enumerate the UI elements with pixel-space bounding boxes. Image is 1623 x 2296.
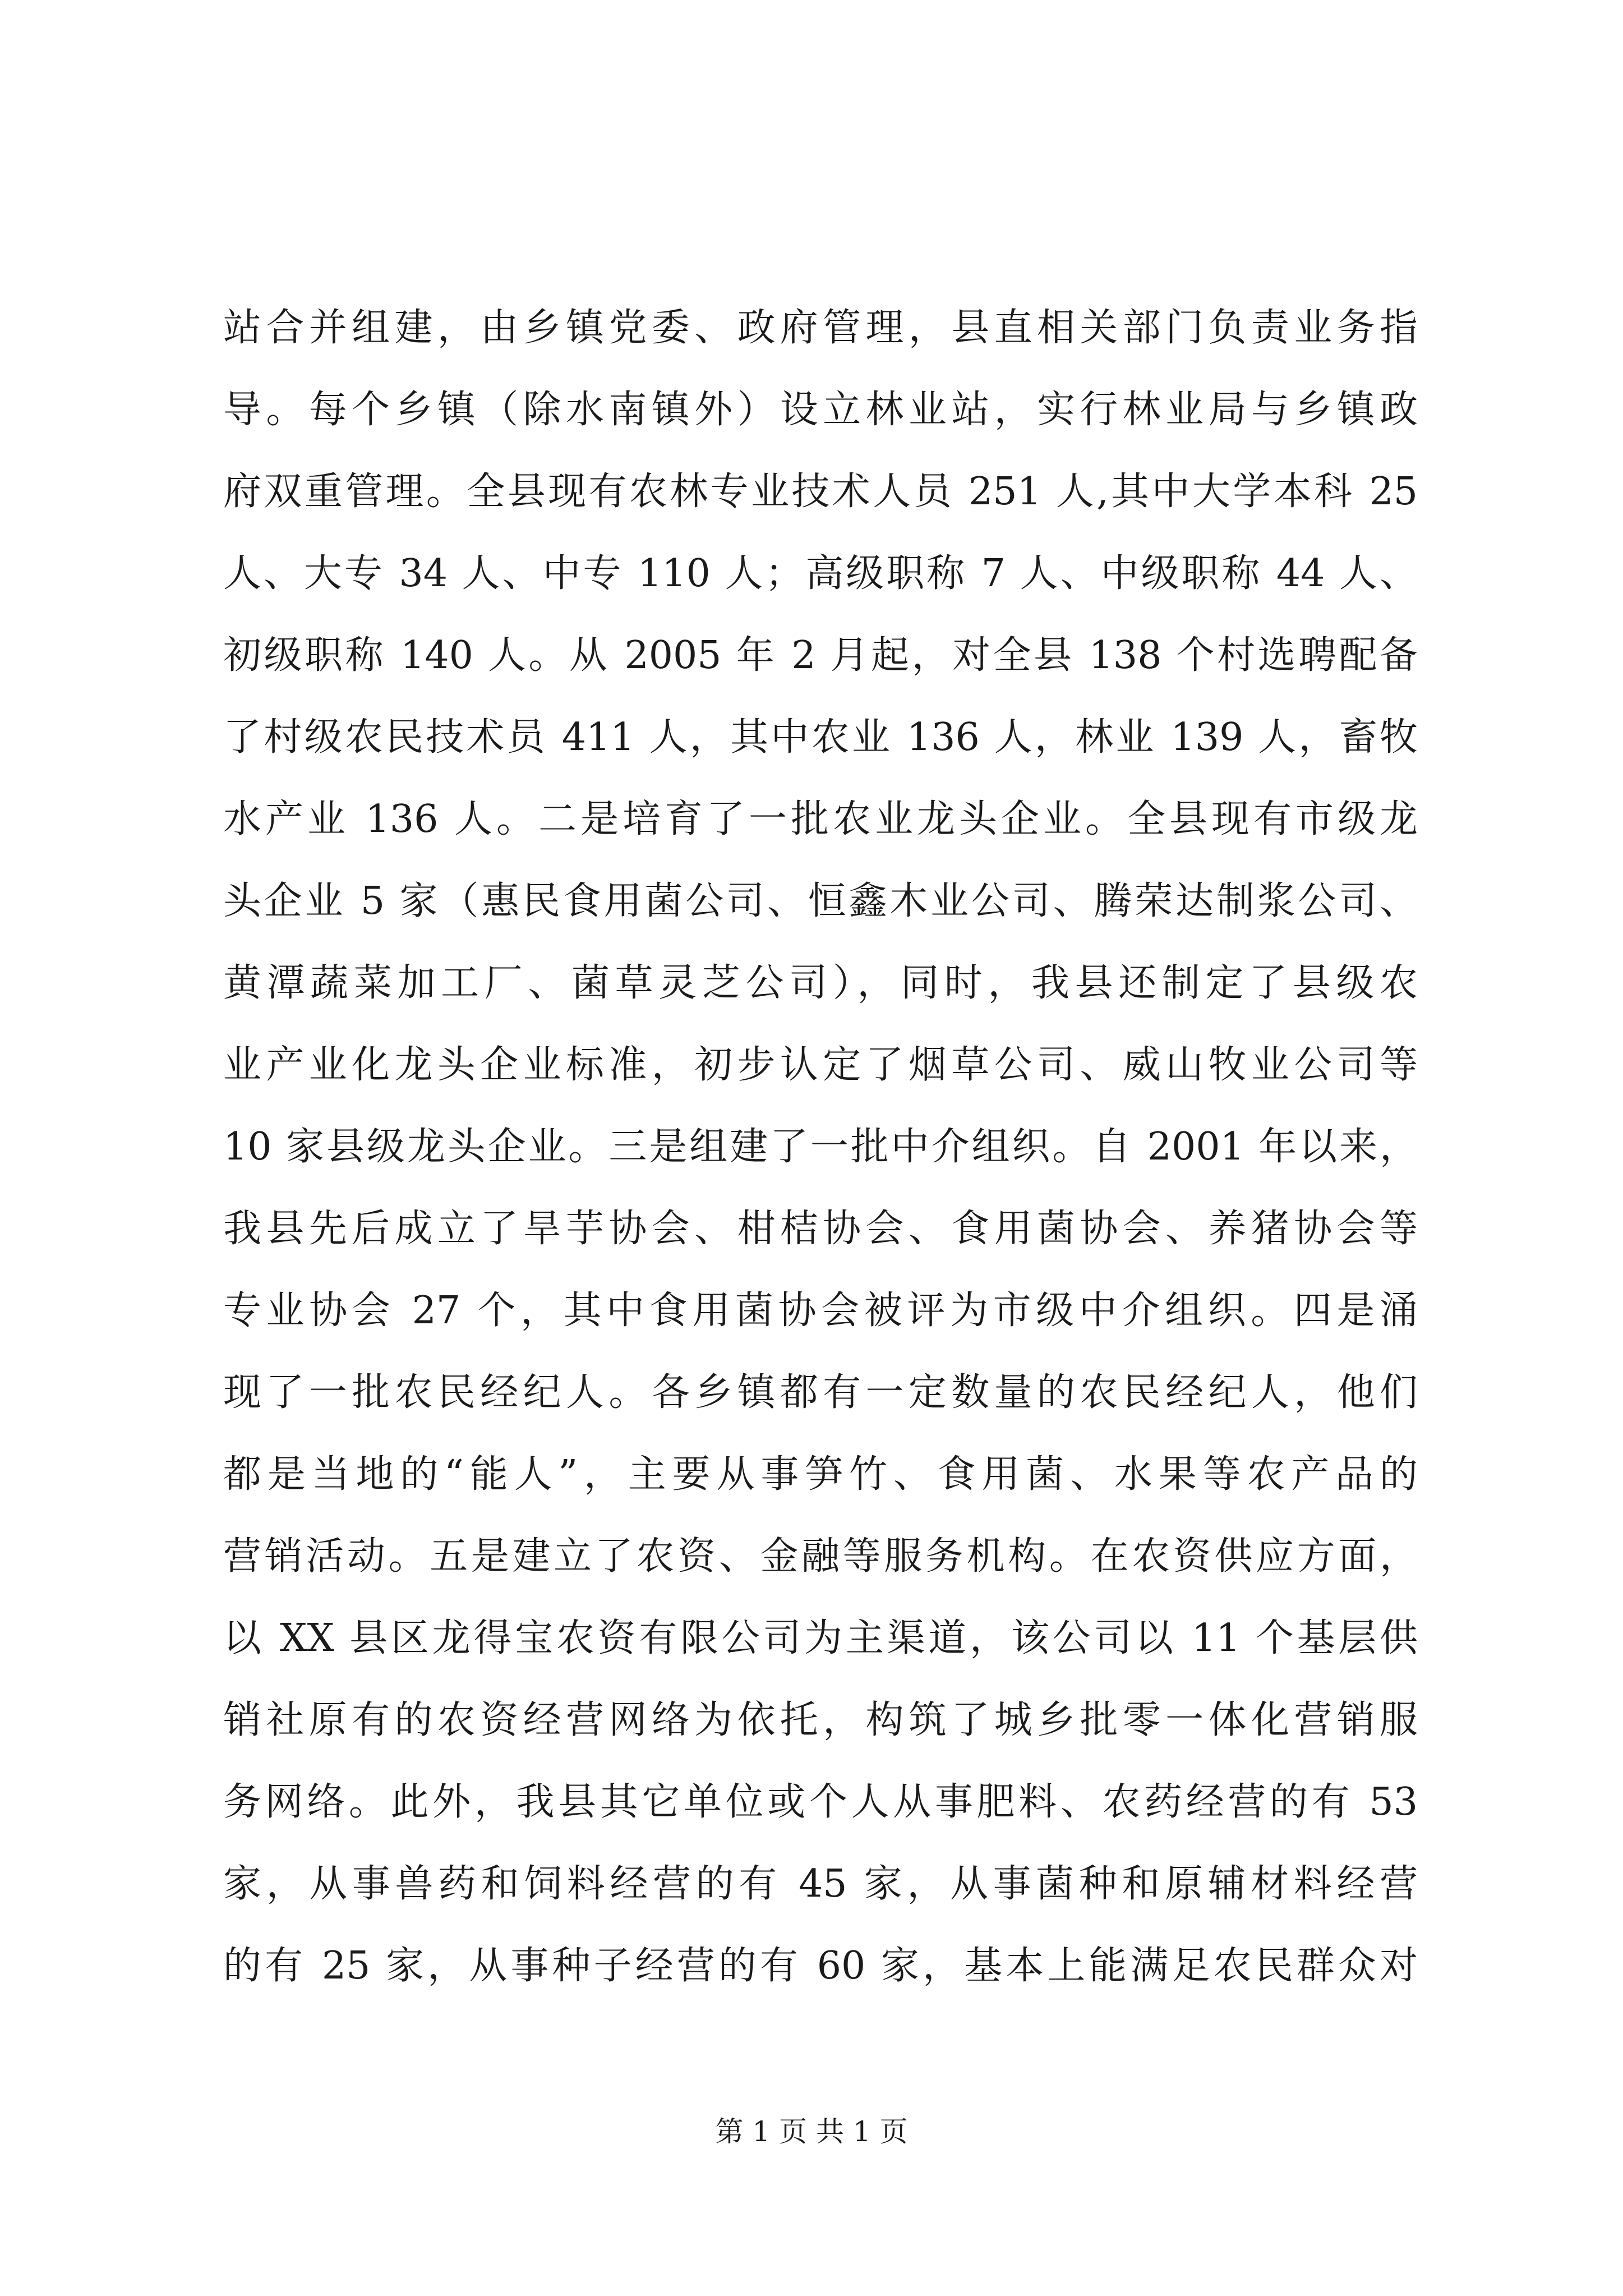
text-line: 头企业 5 家（惠民食用菌公司、恒鑫木业公司、腾荣达制浆公司、 [223, 879, 1418, 923]
text-line: 导。每个乡镇（除水南镇外）设立林业站，实行林业局与乡镇政 [223, 388, 1418, 432]
page-footer [0, 2115, 1623, 2148]
text-line: 的有 25 家，从事种子经营的有 60 家，基本上能满足农民群众对 [223, 1944, 1418, 1988]
text-line: 现了一批农民经纪人。各乡镇都有一定数量的农民经纪人，他们 [223, 1370, 1418, 1415]
text-line: 10 家县级龙头企业。三是组建了一批中介组织。自 2001 年以来， [223, 1125, 1418, 1169]
text-line: 府双重管理。全县现有农林专业技术人员 251 人,其中大学本科 25 [223, 470, 1418, 514]
text-line: 了村级农民技术员 411 人，其中农业 136 人，林业 139 人，畜牧 [223, 715, 1418, 760]
text-line: 以 XX 县区龙得宝农资有限公司为主渠道，该公司以 11 个基层供 [223, 1616, 1418, 1660]
text-line: 专业协会 27 个，其中食用菌协会被评为市级中介组织。四是涌 [223, 1289, 1418, 1333]
text-line: 都是当地的“能人”，主要从事笋竹、食用菌、水果等农产品的 [223, 1452, 1418, 1497]
text-line: 我县先后成立了旱芋协会、柑桔协会、食用菌协会、养猪协会等 [223, 1207, 1418, 1251]
text-line: 站合并组建，由乡镇党委、政府管理，县直相关部门负责业务指 [223, 306, 1418, 350]
text-line: 务网络。此外，我县其它单位或个人从事肥料、农药经营的有 53 [223, 1780, 1418, 1824]
text-line: 水产业 136 人。二是培育了一批农业龙头企业。全县现有市级龙 [223, 797, 1418, 841]
text-line: 业产业化龙头企业标准，初步认定了烟草公司、威山牧业公司等 [223, 1043, 1418, 1087]
text-line: 营销活动。五是建立了农资、金融等服务机构。在农资供应方面， [223, 1534, 1418, 1579]
text-line: 初级职称 140 人。从 2005 年 2 月起，对全县 138 个村选聘配备 [223, 633, 1418, 678]
page-number: 第 1 页 共 1 页 [715, 2115, 908, 2148]
body-text [223, 287, 1418, 2007]
text-line: 人、大专 34 人、中专 110 人；高级职称 7 人、中级职称 44 人、 [223, 551, 1418, 596]
text-line: 家，从事兽药和饲料经营的有 45 家，从事菌种和原辅材料经营 [223, 1862, 1418, 1906]
text-line: 销社原有的农资经营网络为依托，构筑了城乡批零一体化营销服 [223, 1698, 1418, 1742]
text-line: 黄潭蔬菜加工厂、菌草灵芝公司），同时，我县还制定了县级农 [223, 961, 1418, 1005]
